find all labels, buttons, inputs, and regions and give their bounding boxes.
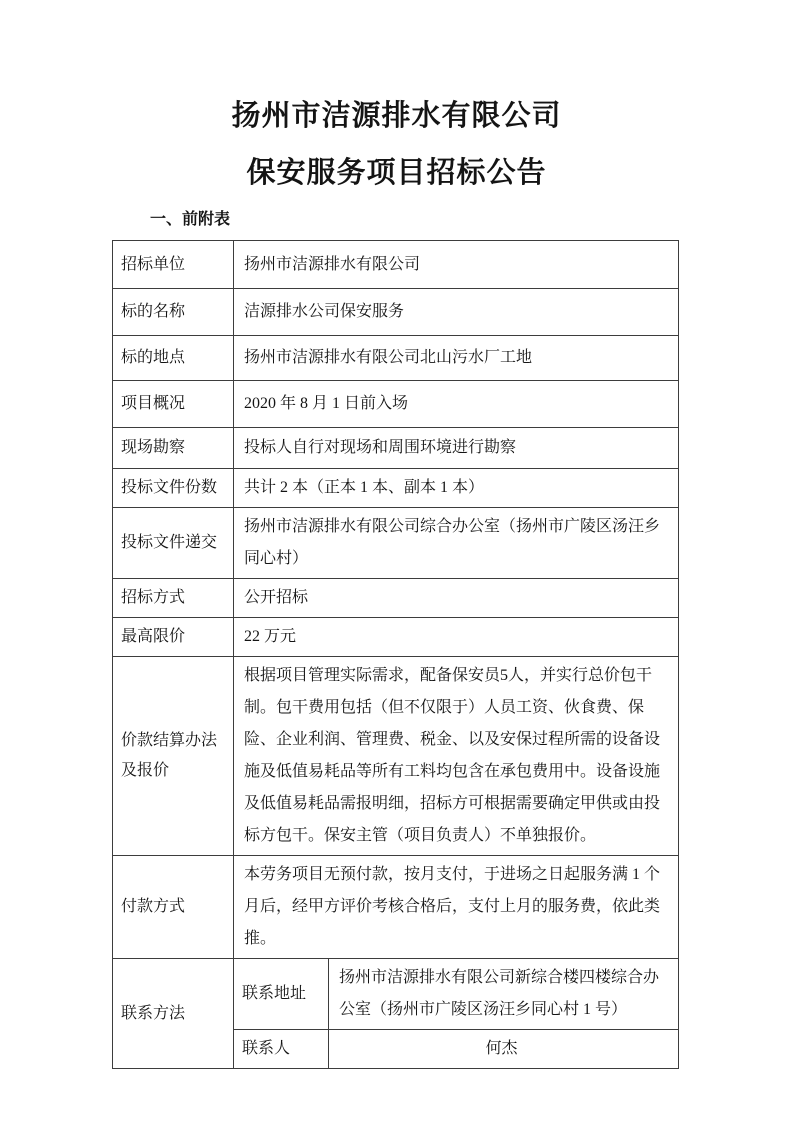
table-row: [113, 428, 679, 469]
document-subtitle: 保安服务项目招标公告: [246, 157, 547, 189]
row-label: 标的地点: [113, 336, 234, 381]
contact-address-label: 联系地址: [234, 959, 329, 1030]
table-row: [113, 289, 679, 336]
contact-method-label: 联系方法: [113, 959, 234, 1069]
row-label: 招标方式: [113, 579, 234, 618]
row-label: 投标文件份数: [113, 469, 234, 508]
row-value: 共计 2 本（正本 1 本、副本 1 本）: [234, 469, 679, 508]
table-row: [113, 856, 679, 959]
row-value: 公开招标: [234, 579, 679, 618]
row-value: 扬州市洁源排水有限公司北山污水厂工地: [234, 336, 679, 381]
row-value: 扬州市洁源排水有限公司: [234, 241, 679, 289]
contact-person-value: 何杰: [329, 1030, 679, 1069]
table-row: [113, 381, 679, 428]
document-title: 扬州市洁源排水有限公司: [231, 100, 562, 132]
table-row: [113, 241, 679, 289]
row-label: 投标文件递交: [113, 508, 234, 579]
row-label: 招标单位: [113, 241, 234, 289]
contact-address-value: 扬州市洁源排水有限公司新综合楼四楼综合办公室（扬州市广陵区汤汪乡同心村 1 号）: [329, 959, 679, 1030]
section-heading: 一、前附表: [150, 211, 231, 228]
table-row: [113, 579, 679, 618]
contact-person-label: 联系人: [234, 1030, 329, 1069]
row-value: 投标人自行对现场和周围环境进行勘察: [234, 428, 679, 469]
row-label: 付款方式: [113, 856, 234, 959]
table-row: [113, 657, 679, 856]
row-value: 根据项目管理实际需求，配备保安员5人，并实行总价包干制。包干费用包括（但不仅限于）人员工资、伙食费、保险、企业利润、管理费、税金、以及安保过程所需的设备设施及低值易耗品等所有工料均包含在承包费用中。设备设施及低值易耗品需报明细，招标方可根据需要确定甲供或由投标方包干。保安主管（项目负责人）不单独报价。: [234, 657, 679, 856]
table-row: [113, 618, 679, 657]
table-row: [113, 959, 679, 1030]
row-label: 现场勘察: [113, 428, 234, 469]
row-label: 最高限价: [113, 618, 234, 657]
row-label: 项目概况: [113, 381, 234, 428]
row-value: 扬州市洁源排水有限公司综合办公室（扬州市广陵区汤汪乡同心村）: [234, 508, 679, 579]
front-attached-table: [112, 240, 679, 1069]
table-row: [113, 336, 679, 381]
table-row: [113, 508, 679, 579]
row-value: 22 万元: [234, 618, 679, 657]
table-row: [113, 469, 679, 508]
row-label: 标的名称: [113, 289, 234, 336]
row-value: 洁源排水公司保安服务: [234, 289, 679, 336]
row-value: 本劳务项目无预付款，按月支付，于进场之日起服务满 1 个月后，经甲方评价考核合格后，支付上月的服务费，依此类推。: [234, 856, 679, 959]
row-value: 2020 年 8 月 1 日前入场: [234, 381, 679, 428]
row-label: 价款结算办法及报价: [113, 657, 234, 856]
